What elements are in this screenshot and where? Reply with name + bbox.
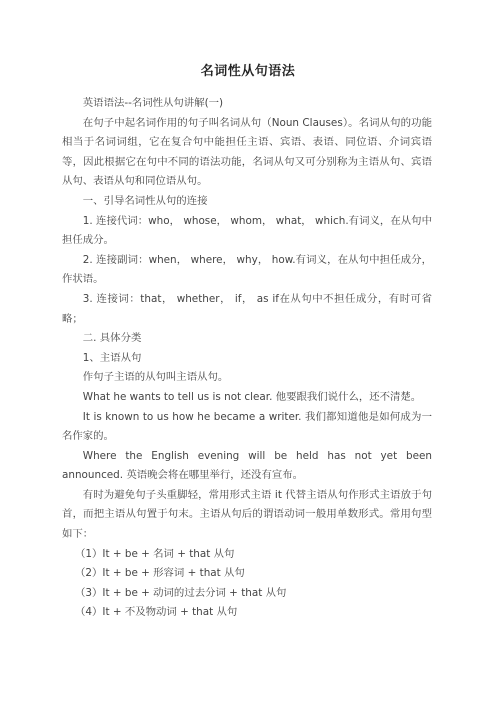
section-subtitle: 英语语法--名词性从句讲解(一) [82, 97, 224, 109]
list-item-connective-pronouns: 1. 连接代词：who， whose， whom， what， which.有词义，在从句中担任成分。 [62, 214, 432, 247]
document-body [62, 94, 432, 623]
example-sentence: Where the English evening will be held has not yet been announced. 英语晚会将在哪里举行，还没有宣布。 [62, 449, 432, 482]
explanation-paragraph: 有时为避免句子头重脚轻，常用形式主语 it 代替主语从句作形式主语放于句首，而把主语从句置于句末。主语从句后的谓语动词一般用单数形式。常用句型如下： [62, 488, 432, 541]
heading-subject-clause: 1、主语从句 [82, 351, 142, 364]
definition-subject-clause: 作句子主语的从句叫主语从句。 [82, 371, 229, 384]
example-sentence: What he wants to tell us is not clear. 他要跟我们说什么，还不清楚。 [82, 390, 422, 403]
pattern-item: （3）It + be + 动词的过去分词 + that 从句 [75, 586, 287, 599]
example-sentence: It is known to us how he became a writer. 我们都知道他是如何成为一名作家的。 [62, 410, 432, 443]
pattern-item: （2）It + be + 形容词 + that 从句 [75, 567, 245, 580]
pattern-item: （1）It + be + 名词 + that 从句 [75, 547, 235, 560]
heading-connectives: 一、引导名词性从句的连接 [82, 194, 208, 207]
pattern-item: （4）It + 不及物动词 + that 从句 [75, 606, 238, 619]
page-title: 名词性从句语法 [200, 64, 296, 79]
intro-paragraph: 在句子中起名词作用的句子叫名词从句（Noun Clauses）。名词从句的功能相当于名词词组，它在复合句中能担任主语、宾语、表语、同位语、介词宾语等，因此根据它在句中不同的语法功能，名词从句又可分别称为主语从句、宾语从句、表语从句和同位语从句。 [62, 116, 432, 188]
heading-classification: 二. 具体分类 [82, 332, 142, 345]
list-item-connective-adverbs: 2. 连接副词：when， where， why， how.有词义，在从句中担任成分，作状语。 [62, 253, 432, 286]
list-item-conjunctions: 3. 连接词：that， whether， if， as if在从句中不担任成分，有时可省略； [62, 292, 432, 325]
